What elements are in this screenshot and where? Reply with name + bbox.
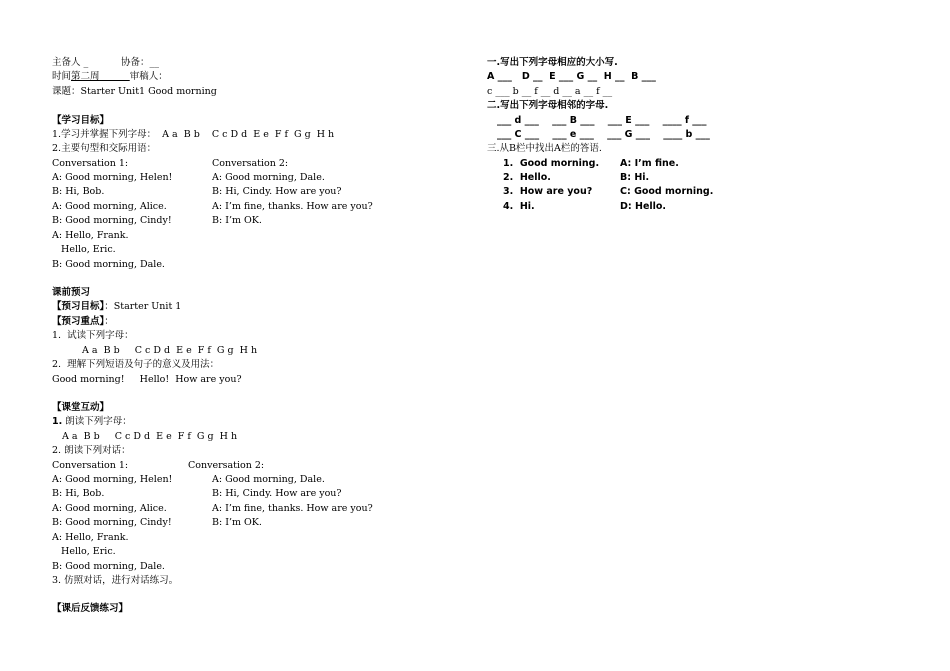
feedback-heading: 【课后反馈练习】 [52, 603, 129, 614]
time-field [52, 71, 168, 83]
goals-conv2-line: B: I’m OK. [212, 215, 262, 226]
exercise-1-row-2: c ___ b __ f __ d __ a __ f __ [487, 86, 613, 97]
exercise-3-a-item: 4. Hi. [503, 201, 535, 212]
goals-conv1-line: Hello, Eric. [52, 244, 116, 255]
interact-conv1-line: B: Good morning, Cindy! [52, 517, 172, 528]
interact-conv1-title: Conversation 1: [52, 460, 129, 471]
interact-heading: 【课堂互动】 [52, 402, 110, 413]
time-week: 第二周 [71, 71, 100, 82]
goals-conv2-line: B: Hi, Cindy. How are you? [212, 186, 342, 197]
time-label: 时间 [52, 71, 72, 82]
exercise-2-title: 二.写出下列字母相邻的字母. [487, 100, 609, 111]
interact-conv1-line: A: Good morning, Alice. [52, 503, 167, 514]
preview-focus-label: 【预习重点】 [52, 316, 105, 327]
exercise-2-row-2: ___ C ___ ___ e ___ ___ G ___ ____ b ___ [497, 129, 710, 140]
exercise-1-title: 一.写出下列字母相应的大小写. [487, 57, 618, 68]
preview-phrases: Good morning! Hello! How are you? [52, 374, 242, 385]
exercise-3-a-item: 2. Hello. [503, 172, 551, 183]
interact-conv2-line: A: I’m fine, thanks. How are you? [212, 503, 373, 514]
preview-target-label: 【预习目标】 [52, 301, 105, 312]
interact-letters: A a B b C c D d E e F f G g H h [62, 431, 238, 442]
exercise-3-b-item: B: Hi. [620, 172, 650, 183]
exercise-3-b-item: A: I’m fine. [620, 158, 679, 169]
interact-item-1-text: 朗读下列字母： [62, 416, 132, 427]
interact-conv2-title: Conversation 2: [188, 460, 265, 471]
preview-item-2: 2. 理解下列短语及句子的意义及用法： [52, 359, 220, 370]
goals-conv2-line: A: I’m fine, thanks. How are you? [212, 201, 373, 212]
interact-item-1-num: 1. [52, 416, 63, 427]
goals-conv1-line: B: Good morning, Dale. [52, 259, 165, 270]
interact-conv2-line: B: Hi, Cindy. How are you? [212, 488, 342, 499]
exercise-2-row-1: ___ d ___ ___ B ___ ___ E ___ ____ f ___ [497, 115, 707, 126]
interact-item-2: 2. 朗读下列对话： [52, 445, 131, 456]
interact-conv2-line: A: Good morning, Dale. [212, 474, 325, 485]
preview-target [52, 301, 181, 313]
goals-conv1-line: A: Good morning, Alice. [52, 201, 167, 212]
goals-heading: 【学习目标】 [52, 115, 110, 126]
goals-item-2: 2.主要句型和交际用语： [52, 143, 157, 154]
interact-item-3: 3. 仿照对话，进行对话练习。 [52, 575, 179, 586]
time-blank [100, 71, 130, 82]
exercise-3-a-item: 3. How are you? [503, 186, 593, 197]
assist-field: 协备：__ [121, 57, 160, 68]
interact-conv1-line: B: Hi, Bob. [52, 488, 105, 499]
goals-conv1-line: B: Hi, Bob. [52, 186, 105, 197]
exercise-3-a-item: 1. Good morning. [503, 158, 600, 169]
goals-conv1-line: A: Hello, Frank. [52, 230, 129, 241]
goals-item-1: 1.学习并掌握下列字母： A a B b C c D d E e F f G g H h [52, 129, 335, 140]
goals-conv1-title: Conversation 1: [52, 158, 129, 169]
goals-conv2-title: Conversation 2: [212, 158, 289, 169]
goals-conv1-line: B: Good morning, Cindy! [52, 215, 172, 226]
time-value [71, 71, 130, 82]
preview-target-value: ：Starter Unit 1 [104, 301, 182, 312]
author-field: 主备人 _ [52, 57, 89, 68]
interact-conv2-line: B: I’m OK. [212, 517, 262, 528]
goals-conv2-line: A: Good morning, Dale. [212, 172, 325, 183]
goals-conv1-line: A: Good morning, Helen! [52, 172, 173, 183]
exercise-3-b-item: C: Good morning. [620, 186, 714, 197]
topic: 课题：Starter Unit1 Good morning [52, 86, 217, 97]
preview-item-1: 1. 试读下列字母： [52, 330, 134, 341]
interact-conv1-line: Hello, Eric. [52, 546, 116, 557]
interact-conv1-line: B: Good morning, Dale. [52, 561, 165, 572]
preview-heading: 课前预习 [52, 287, 91, 298]
preview-letters: A a B b C c D d E e F f G g H h [82, 345, 258, 356]
interact-item-1 [52, 416, 132, 428]
preview-focus-colon: ： [104, 316, 114, 327]
interact-conv1-line: A: Hello, Frank. [52, 532, 129, 543]
interact-conv1-line: A: Good morning, Helen! [52, 474, 173, 485]
preview-focus [52, 316, 114, 328]
exercise-1-row-1: A ___ D __ E ___ G __ H __ B ___ [487, 71, 656, 82]
exercise-3-title: 三.从B栏中找出A栏的答语. [487, 143, 602, 154]
exercise-3-b-item: D: Hello. [620, 201, 667, 212]
reviewer-field: 审稿人： [129, 71, 168, 82]
